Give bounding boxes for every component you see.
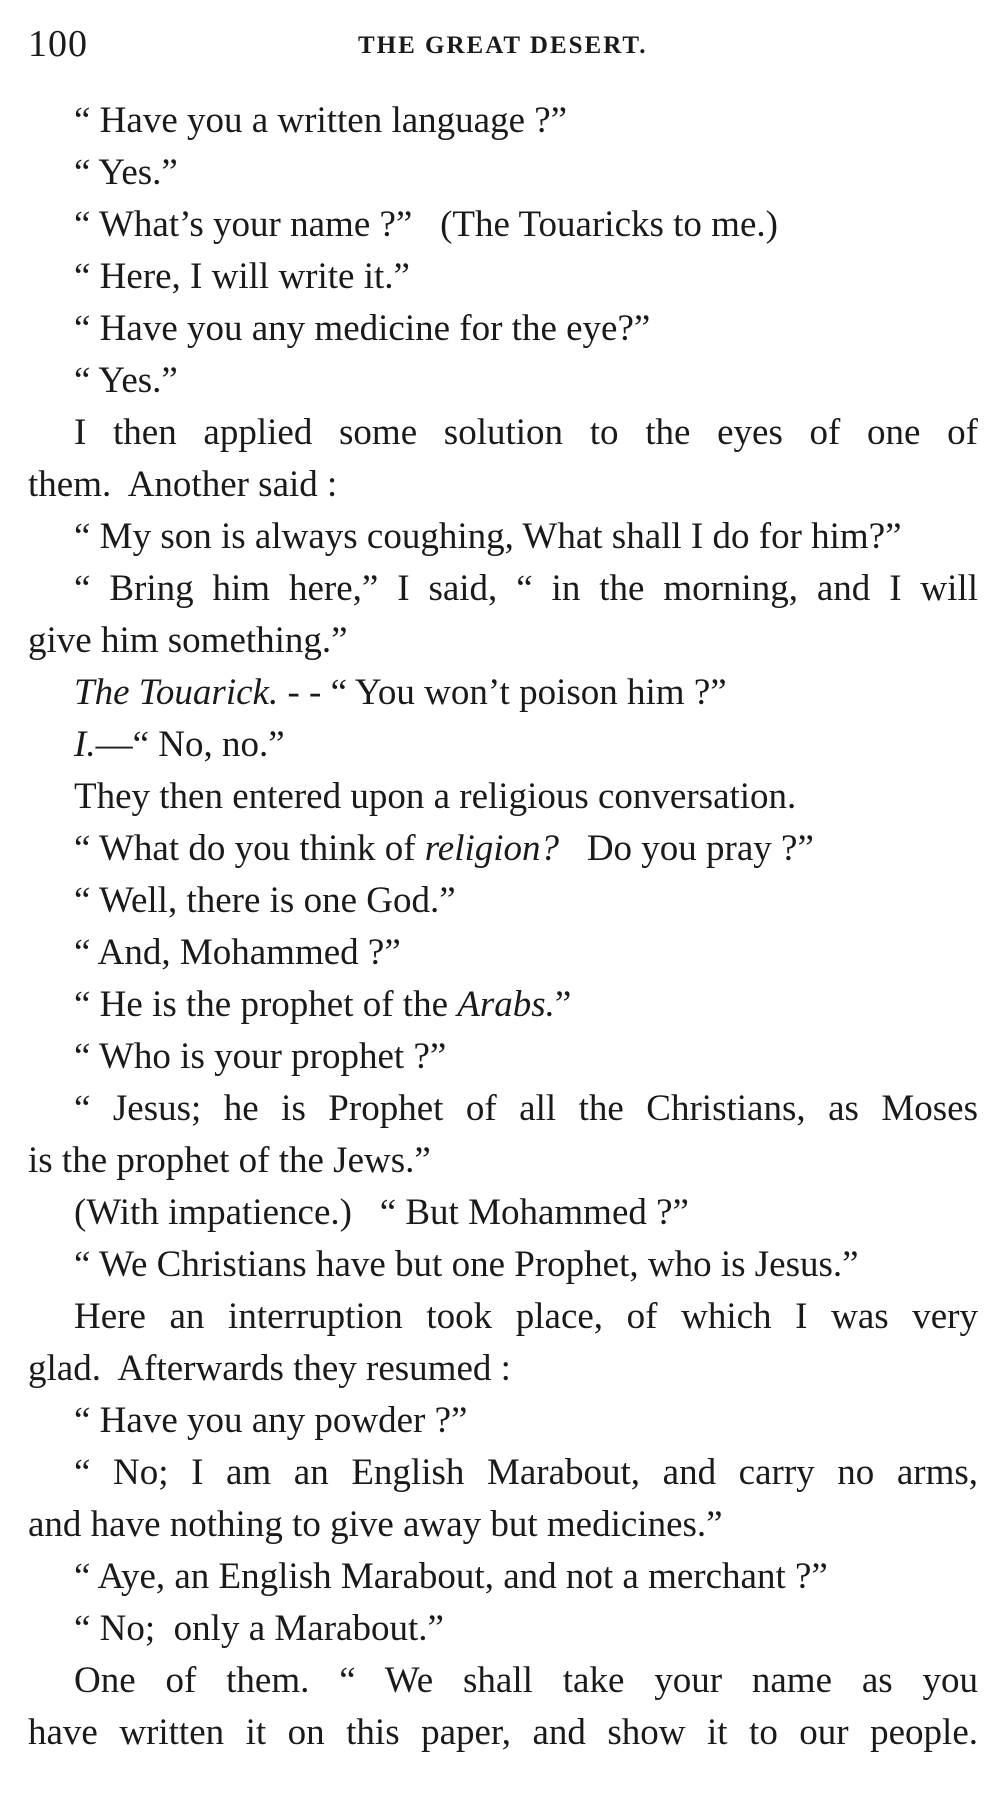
text-line <box>28 979 978 1031</box>
text-line: glad. Afterwards they resumed : <box>28 1348 511 1389</box>
text-line: “ What’s your name ?” (The Touaricks to me.) <box>74 204 778 245</box>
text-line: “ Have you any medicine for the eye?” <box>74 308 651 349</box>
text-line: “ No; only a Marabout.” <box>74 1608 444 1649</box>
dialogue-text: —“ No, no.” <box>95 724 285 765</box>
text-line: Here an interruption took place, of which I was very <box>74 1296 978 1337</box>
text-line: “ No; I am an English Marabout, and carry no arms, <box>74 1452 978 1493</box>
dialogue-text: “ He is the prophet of the <box>74 984 458 1025</box>
text-line: “ And, Mohammed ?” <box>74 932 401 973</box>
text-line: is the prophet of the Jews.” <box>28 1140 431 1181</box>
text-line: “ Yes.” <box>74 152 178 193</box>
dialogue-text: - - “ You won’t poison him ?” <box>278 672 727 713</box>
body-text <box>28 95 978 1759</box>
text-line: “ My son is always coughing, What shall I do for him?” <box>74 516 902 557</box>
text-line: “ Jesus; he is Prophet of all the Christians, as Moses <box>74 1088 978 1129</box>
text-line: One of them. “ We shall take your name as you <box>74 1660 978 1701</box>
text-line: them. Another said : <box>28 464 338 505</box>
text-line: “ Who is your prophet ?” <box>74 1036 447 1077</box>
text-line <box>28 667 978 719</box>
text-line: They then entered upon a religious conversation. <box>74 776 797 817</box>
running-head: THE GREAT DESERT. <box>358 32 648 59</box>
page-number: 100 <box>28 23 88 65</box>
text-line: give him something.” <box>28 620 348 661</box>
text-line: “ Well, there is one God.” <box>74 880 456 921</box>
text-line <box>28 823 978 875</box>
text-line: “ Here, I will write it.” <box>74 256 410 297</box>
text-line: have written it on this paper, and show it to our people. <box>28 1712 978 1753</box>
speaker-label: The Touarick. <box>74 672 279 713</box>
text-line: “ Have you a written language ?” <box>74 100 568 141</box>
text-line: “ Aye, an English Marabout, and not a merchant ?” <box>74 1556 828 1597</box>
emphasis-text: Arabs. <box>457 984 555 1025</box>
speaker-label: I. <box>74 724 96 765</box>
page-header <box>28 22 972 70</box>
text-line: “ Have you any powder ?” <box>74 1400 468 1441</box>
text-line: “ We Christians have but one Prophet, who is Jesus.” <box>74 1244 859 1285</box>
text-line: “ Yes.” <box>74 360 178 401</box>
text-line <box>28 719 978 771</box>
dialogue-text: ” <box>554 984 572 1025</box>
text-line: “ Bring him here,” I said, “ in the morning, and I will <box>74 568 978 609</box>
text-line: (With impatience.) “ But Mohammed ?” <box>74 1192 689 1233</box>
dialogue-text: Do you pray ?” <box>559 828 814 869</box>
text-line: and have nothing to give away but medicines.” <box>28 1504 723 1545</box>
emphasis-text: religion? <box>424 828 560 869</box>
text-line: I then applied some solution to the eyes of one of <box>74 412 978 453</box>
dialogue-text: “ What do you think of <box>74 828 425 869</box>
